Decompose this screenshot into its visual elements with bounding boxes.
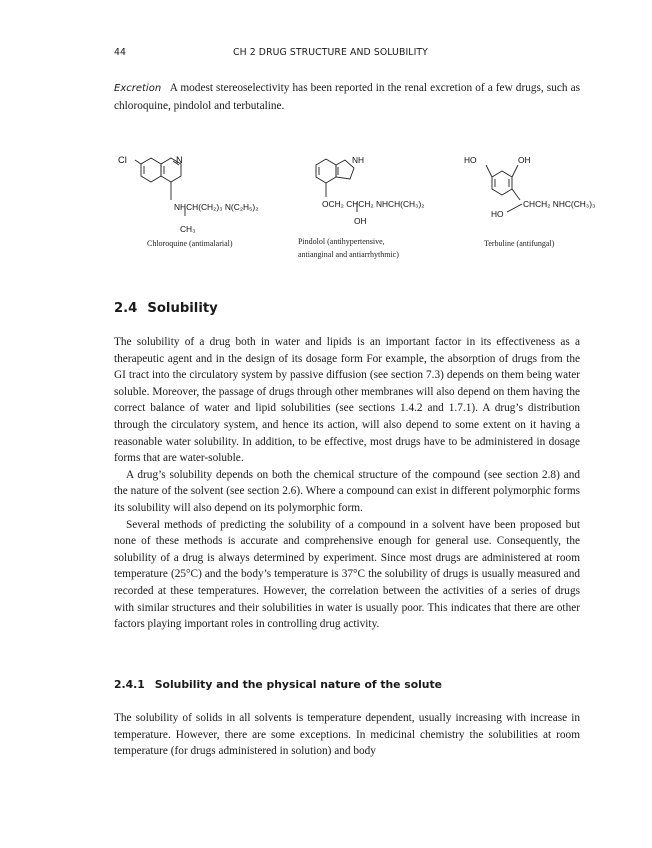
pindolol-chain-label: OCH₂ CHCH₂ NHCH(CH₃)₂ (322, 199, 425, 209)
terbutaline-caption: Terbuline (antifungal) (484, 239, 555, 248)
section-number: 2.4 (114, 301, 138, 316)
excretion-text: A modest stereoselectivity has been reported in the renal excretion of a few drugs, such as chloroquine, pindolol and terbutaline. (114, 82, 580, 112)
subsection-heading (114, 678, 442, 691)
excretion-lead: Excretion (114, 83, 162, 94)
subsection-title: Solubility and the physical nature of the solute (154, 678, 442, 691)
paragraph-2: A drug’s solubility depends on both the chemical structure of the compound (see section 2.8) and the nature of the solvent (see section 2.6). Where a compound can exist in different polymorphic forms its solubility will also depend on its polymorphic form. (114, 468, 580, 514)
section-title: Solubility (147, 301, 218, 316)
chloroquine-chain-label: NHCH(CH₂)₃ N(C₂H₅)₂ (174, 202, 259, 212)
pindolol-caption (298, 236, 399, 261)
subsection-paragraph: The solubility of solids in all solvents is temperature dependent, usually increasing with increase in temperature. However, there are some exceptions. In medicinal chemistry the solubilities at room temperature (for drugs administered in solution) and body (114, 712, 580, 758)
terbutaline-chain-label: CHCH₂ NHC(CH₃)₃ (523, 199, 596, 209)
pindolol-caption-line2: antianginal and antiarrhythmic) (298, 249, 399, 259)
pindolol-caption-line1: Pindolol (antihypertensive, (298, 237, 385, 246)
subsection-number: 2.4.1 (114, 678, 145, 691)
paragraph-3: Several methods of predicting the solubility of a compound in a solvent have been proposed but none of these methods is accurate and comprehensive enough for general use. Consequently, the solubility of a drug is always determined by experiment. Since most drugs are administered at room temperature (25°C) and the body’s temperature is 37°C the solubility of drugs is usually measured and recorded at these temperatures. However, the correlation between the activities of a series of drugs with similar structures and their solubilities in water is usually poor. This indicates that there are other factors playing important roles in controlling drug activity. (114, 518, 580, 631)
page-number: 44 (114, 47, 127, 58)
paragraph-1: The solubility of a drug both in water and lipids is an important factor in its effectiveness as a therapeutic agent and in the design of its dosage form For example, the absorption of drugs from the GI tract into the circulatory system by passive diffusion (see section 7.3) depends on them being water soluble. Moreover, the passage of drugs through other membranes will also depend on them having the correct balance of water and lipid solubilities (see sections 1.4.2 and 1.7.1). A drug’s distribution through the circulatory system, and hence its action, will also depend to some extent on it having a reasonable water solubility. In addition, to be effective, most drugs have to be administered in dosage forms that are water-soluble. (114, 336, 580, 465)
chemical-structures-figure (114, 142, 596, 267)
chloroquine-n-label: N (176, 155, 183, 165)
chloroquine-caption: Chloroquine (antimalarial) (147, 239, 233, 248)
terbutaline-oh-right-label: OH (518, 155, 531, 165)
chloroquine-cl-label: Cl (118, 155, 127, 165)
section-heading (114, 301, 218, 316)
terbutaline-ho-left-label: HO (464, 155, 477, 165)
excretion-paragraph (114, 80, 580, 114)
chapter-title: CH 2 DRUG STRUCTURE AND SOLUBILITY (233, 47, 428, 58)
chloroquine-methyl-label: CH₃ (180, 224, 196, 234)
pindolol-nh-label: NH (352, 155, 365, 165)
terbutaline-structure (486, 165, 522, 212)
body-text (114, 334, 580, 633)
terbutaline-ho-bottom-label: HO (491, 209, 504, 219)
running-head (114, 47, 580, 61)
pindolol-oh-label: OH (354, 216, 367, 226)
